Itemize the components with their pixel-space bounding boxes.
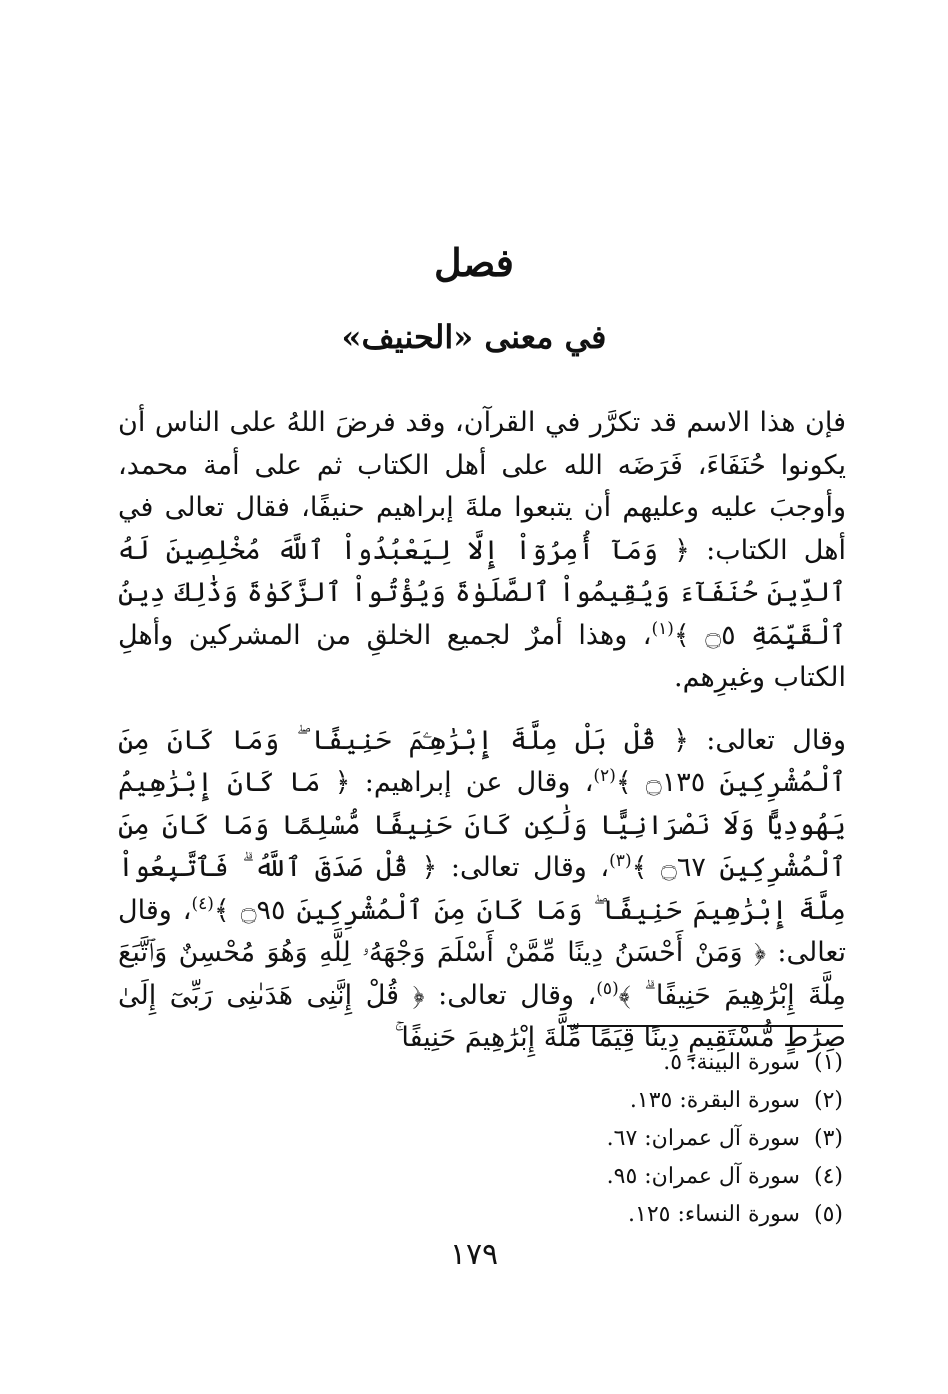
- footnote-text: سورة البقرة: ١٣٥.: [629, 1088, 800, 1113]
- footnote-item: [343, 1120, 843, 1158]
- text-run: فإن هذا الاسم قد تكرَّر في القرآن، وقد فرضَ اللهُ على الناس أن يكونوا حُنَفَاءَ، فَرَضَه الله على أهل الكتاب ثم على أمة محمد، وأوجبَ عليه وعليهم أن يتبعوا ملةَ إبراهيم حنيفًا، فقال تعالى في أهل الكتاب:: [118, 407, 846, 566]
- chapter-title: فصل: [434, 240, 514, 285]
- text-run: ، وقال عن إبراهيم:: [364, 767, 594, 798]
- text-run: ، وقال تعالى:: [118, 894, 846, 968]
- footnote-text: سورة آل عمران: ٦٧.: [606, 1126, 800, 1151]
- text-run: ، وقال تعالى:: [450, 852, 610, 883]
- footnote-ref: (٢): [593, 766, 616, 786]
- footnote-number: (٥): [813, 1202, 843, 1227]
- page-number: ١٧٩: [449, 1237, 499, 1272]
- footnote-text: سورة آل عمران: ٩٥.: [606, 1164, 800, 1189]
- footnote-item: [343, 1082, 843, 1120]
- footnote-number: (١): [813, 1050, 843, 1075]
- footnote-ref: (٤): [191, 893, 214, 914]
- footnote-item: [343, 1196, 843, 1234]
- quran-verse: ﴿ قُلْ إِنَّنِى هَدَىٰنِى رَبِّىٓ إِلَىٰ صِرَٰطٍ مُّسْتَقِيمٍ دِينًا قِيَمًا مِّلَّةَ إِبْرَٰهِيمَ حَنِيفًا ۚ: [118, 979, 846, 1053]
- footnote-item: [343, 1158, 843, 1196]
- text-run: وقال تعالى:: [706, 724, 847, 756]
- quran-verse: ﴿ وَمَآ أُمِرُوٓاْ إِلَّا لِيَعْبُدُواْ ٱللَّهَ مُخْلِصِينَ لَهُ ٱلدِّينَ حُنَفَآءَ وَيُقِيمُواْ ٱلصَّلَوٰةَ وَيُؤْتُواْ ٱلزَّكَوٰةَ وَذَٰلِكَ دِينُ ٱلْقَيِّمَةِ ۝٥ ﴾: [118, 534, 846, 651]
- footnote-ref: (٣): [609, 851, 632, 871]
- paragraph: [118, 402, 846, 700]
- quran-verse: ﴿ وَمَنْ أَحْسَنُ دِينًا مِّمَّنْ أَسْلَمَ وَجْهَهُۥ لِلَّهِ وَهُوَ مُحْسِنٌ وَٱتَّبَعَ مِلَّةَ إِبْرَٰهِيمَ حَنِيفًا ۗ ﴾: [118, 937, 846, 1011]
- chapter-subtitle: في معنى «الحنيف»: [341, 318, 607, 356]
- quran-verse: ﴿ مَا كَانَ إِبْرَٰهِيمُ يَهُودِيًّا وَلَا نَصْرَانِيًّا وَلَٰكِن كَانَ حَنِيفًا مُّسْلِمًا وَمَا كَانَ مِنَ ٱلْمُشْرِكِينَ ۝٦٧ ﴾: [118, 767, 846, 883]
- text-run: ، وقال تعالى:: [438, 979, 597, 1011]
- footnote-text: سورة النساء: ١٢٥.: [628, 1202, 800, 1227]
- footnote-ref: (١): [651, 618, 674, 639]
- footnote-divider: [567, 1025, 843, 1027]
- text-run: ، وهذا أمرٌ لجميع الخلقِ من المشركين وأهلِ الكتاب وغيرِهم.: [118, 619, 846, 693]
- footnote-number: (٣): [813, 1126, 843, 1151]
- footnote-item: [343, 1044, 843, 1082]
- body-text: [118, 402, 846, 1060]
- footnote-number: (٤): [813, 1164, 843, 1189]
- paragraph: [118, 720, 846, 1060]
- quran-verse: ﴿ قُلْ بَلْ مِلَّةَ إِبْرَٰهِـۧمَ حَنِيفًا ۖ وَمَا كَانَ مِنَ ٱلْمُشْرِكِينَ ۝١٣٥ ﴾: [118, 724, 846, 798]
- footnote-ref: (٥): [596, 978, 619, 999]
- footnote-text: سورة البينة: ٥.: [663, 1050, 800, 1075]
- footnote-number: (٢): [813, 1088, 843, 1113]
- quran-verse: ﴿ قُلْ صَدَقَ ٱللَّهُ ۗ فَٱتَّبِعُواْ مِلَّةَ إِبْرَٰهِيمَ حَنِيفًا ۖ وَمَا كَانَ مِنَ ٱلْمُشْرِكِينَ ۝٩٥ ﴾: [118, 852, 847, 926]
- footnotes: [343, 1044, 843, 1234]
